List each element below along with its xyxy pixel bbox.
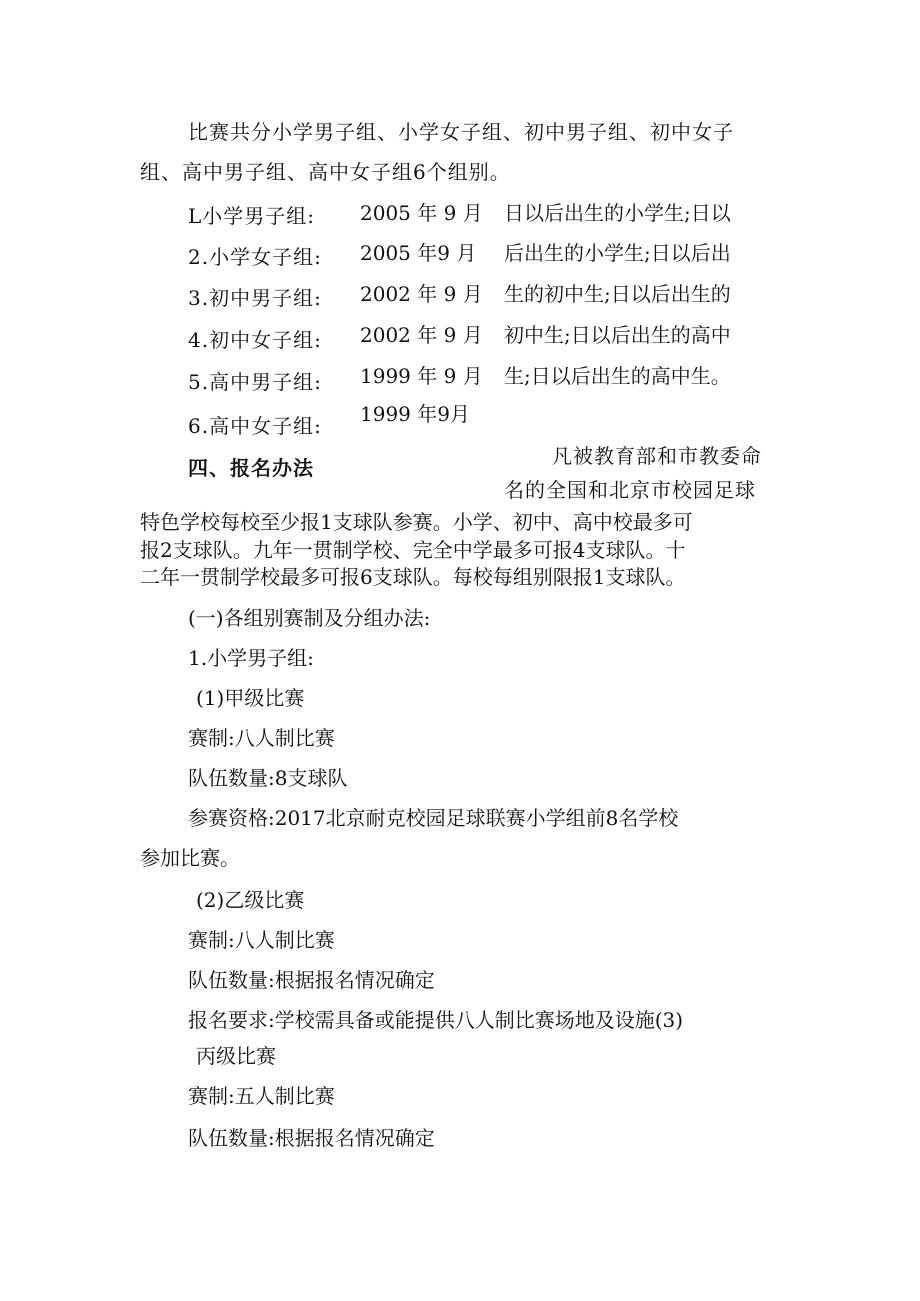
- group-label-6: 6.高中女子组:: [188, 414, 322, 438]
- group-note-2: 后出生的小学生;日以后出: [504, 241, 731, 265]
- level-a-qualification-line-2: 参加比赛。: [140, 846, 240, 870]
- group-date-3: 2002 年 9 月: [360, 282, 483, 306]
- level-b-requirement: 报名要求:学校需具备或能提供八人制比赛场地及设施(3): [188, 1008, 684, 1032]
- section4-para-line-1: 特色学校每校至少报1支球队参赛。小学、初中、高中校最多可: [140, 510, 693, 534]
- group-note-1: 日以后出生的小学生;日以: [504, 201, 731, 225]
- group-note-5: 生;日以后出生的高中生。: [504, 364, 731, 388]
- section-heading-registration: 四、报名办法: [188, 456, 314, 480]
- level-b-teams: 队伍数量:根据报名情况确定: [188, 968, 435, 992]
- group-date-6: 1999 年9月: [360, 402, 470, 426]
- level-a-teams: 队伍数量:8支球队: [188, 766, 348, 790]
- group-title-primary-boys: 1.小学男子组:: [188, 646, 314, 670]
- level-a-title: (1)甲级比赛: [196, 686, 305, 710]
- level-c-title: 丙级比赛: [196, 1044, 276, 1068]
- group-label-4: 4.初中女子组:: [188, 328, 322, 352]
- group-date-5: 1999 年 9 月: [360, 364, 483, 388]
- level-a-format: 赛制:八人制比赛: [188, 726, 335, 750]
- subsection-title: (一)各组别赛制及分组办法:: [188, 606, 431, 630]
- level-c-format: 赛制:五人制比赛: [188, 1084, 335, 1108]
- group-note-3: 生的初中生;日以后出生的: [504, 282, 731, 306]
- group-label-1: L小学男子组:: [188, 204, 316, 228]
- level-c-teams: 队伍数量:根据报名情况确定: [188, 1126, 435, 1150]
- group-label-5: 5.高中男子组:: [188, 370, 322, 394]
- group-date-2: 2005 年9 月: [360, 241, 477, 265]
- intro-line-2: 组、高中男子组、高中女子组6个组别。: [140, 160, 511, 184]
- group-date-1: 2005 年 9 月: [360, 201, 483, 225]
- group-label-2: 2.小学女子组:: [188, 245, 322, 269]
- group-label-3: 3.初中男子组:: [188, 286, 322, 310]
- level-b-format: 赛制:八人制比赛: [188, 928, 335, 952]
- section4-para-line-2: 报2支球队。九年一贯制学校、完全中学最多可报4支球队。十: [140, 538, 686, 562]
- section4-right-line-1: 凡被教育部和市教委命: [552, 444, 762, 468]
- group-note-4: 初中生;日以后出生的高中: [504, 323, 731, 347]
- section4-para-line-3: 二年一贯制学校最多可报6支球队。每校每组别限报1支球队。: [140, 565, 686, 589]
- level-a-qualification-line-1: 参赛资格:2017北京耐克校园足球联赛小学组前8名学校: [188, 806, 679, 830]
- intro-line-1: 比赛共分小学男子组、小学女子组、初中男子组、初中女子: [188, 120, 734, 144]
- section4-right-line-2: 名的全国和北京市校园足球: [504, 478, 756, 502]
- group-date-4: 2002 年 9 月: [360, 323, 483, 347]
- level-b-title: (2)乙级比赛: [196, 888, 305, 912]
